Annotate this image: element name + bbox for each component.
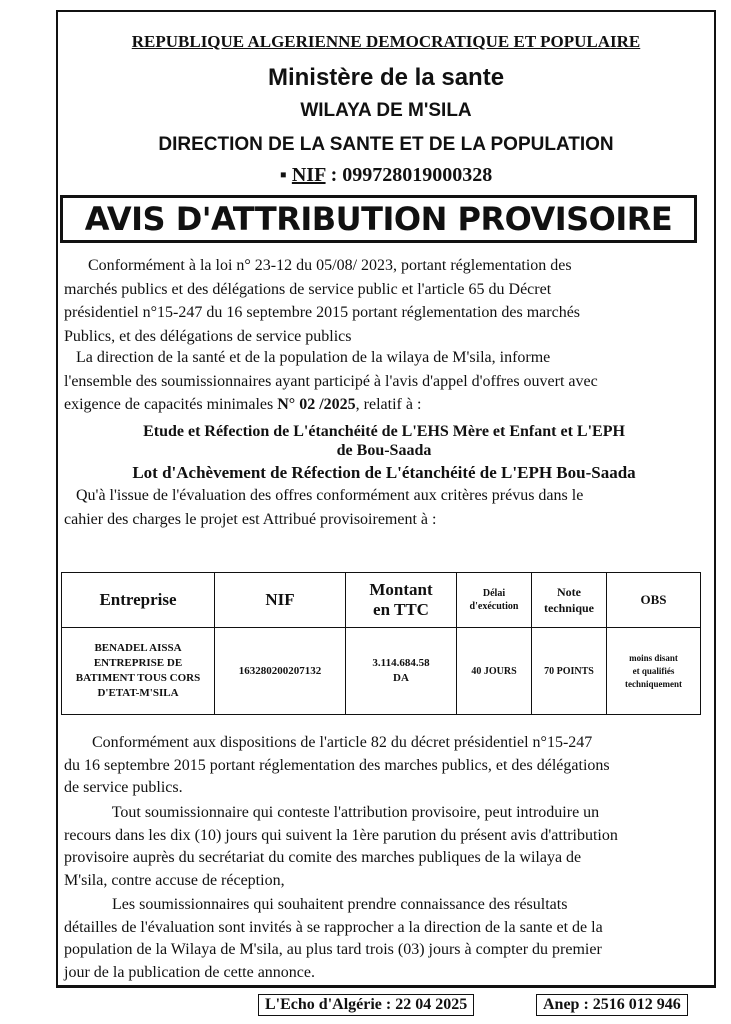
notice-title: AVIS D'ATTRIBUTION PROVISOIRE bbox=[60, 195, 697, 243]
col-delai: Délai d'exécution bbox=[457, 573, 532, 628]
lot-title: Lot d'Achèvement de Réfection de L'étanchéité de L'EPH Bou-Saada bbox=[132, 463, 636, 482]
closing-paragraph-2: Tout soumissionnaire qui conteste l'attribution provisoire, peut introduire un recours dans les dix (10) jours qui suivent la 1ère parution du présent avis d'attribution provisoire auprès du secrétariat du comite des marches publiques de la wilaya de M'sila, contre accuse de réception, bbox=[64, 804, 618, 889]
p2-end: , relatif à : bbox=[355, 396, 422, 413]
col-montant: Montant en TTC bbox=[346, 573, 457, 628]
cell-nif: 163280200207132 bbox=[215, 628, 346, 715]
closing-paragraph-1: Conformément aux dispositions de l'article 82 du décret présidentiel n°15-247 du 16 septembre 2015 portant réglementation des marches publics, et des délégations de service publics. bbox=[64, 734, 610, 796]
cell-montant: 3.114.684.58 DA bbox=[346, 628, 457, 715]
closing-paragraph-3: Les soumissionnaires qui souhaitent prendre connaissance des résultats détailles de l'évaluation sont invités à se rapprocher a la direction de la sante et de la population de la Wilaya de M'sila, au plus tard trois (03) jours à compter du premier jour de la publication de cette annonce. bbox=[64, 896, 603, 981]
col-note: Note technique bbox=[532, 573, 607, 628]
p2-start: La direction de la santé et de la population de la wilaya de M'sila, informe l'ensemble des soumissionnaires ayant participé à l'avis d'appel d'offres ouvert avec exigence de capacités minimales bbox=[64, 349, 598, 413]
notice-frame bbox=[56, 10, 716, 988]
cell-note: 70 POINTS bbox=[532, 628, 607, 715]
col-entreprise: Entreprise bbox=[62, 573, 215, 628]
col-nif: NIF bbox=[215, 573, 346, 628]
republic-text: REPUBLIQUE ALGERIENNE DEMOCRATIQUE ET POPULAIRE bbox=[131, 32, 641, 51]
project-title: Etude et Réfection de L'étanchéité de L'EHS Mère et Enfant et L'EPH de Bou-Saada bbox=[143, 423, 625, 459]
table-row bbox=[62, 628, 701, 715]
direction-heading: DIRECTION DE LA SANTE ET DE LA POPULATION bbox=[158, 134, 614, 155]
intro-paragraph-2 bbox=[64, 346, 704, 417]
intro-paragraph-1: Conformément à la loi n° 23-12 du 05/08/ 2023, portant réglementation des marchés publics et des délégations de service public et l'article 65 du Décret présidentiel n°15-247 du 16 septembre 2015 portant réglementation des marchés Publics, et des délégations de service publics bbox=[64, 257, 581, 345]
newspaper-reference: L'Echo d'Algérie : 22 04 2025 bbox=[258, 994, 474, 1016]
tender-reference: N° 02 /2025 bbox=[277, 396, 356, 413]
col-obs: OBS bbox=[607, 573, 701, 628]
table-header-row bbox=[62, 573, 701, 628]
cell-entreprise: BENADEL AISSA ENTREPRISE DE BATIMENT TOUS CORS D'ETAT-M'SILA bbox=[62, 628, 215, 715]
nif-label: NIF bbox=[291, 164, 326, 186]
cell-obs: moins disant et qualifiés techniquement bbox=[607, 628, 701, 715]
wilaya-heading: WILAYA DE M'SILA bbox=[300, 100, 472, 121]
anep-reference: Anep : 2516 012 946 bbox=[536, 994, 688, 1016]
ministry-heading: Ministère de la sante bbox=[267, 64, 505, 91]
cell-delai: 40 JOURS bbox=[457, 628, 532, 715]
intro-paragraph-3: Qu'à l'issue de l'évaluation des offres conformément aux critères prévus dans le cahier des charges le projet est Attribué provisoirement à : bbox=[64, 487, 584, 528]
republic-heading bbox=[58, 32, 714, 52]
nif-line: ▪ NIF : 099728019000328 bbox=[279, 164, 493, 186]
award-table bbox=[61, 572, 701, 715]
nif-value: : 099728019000328 bbox=[325, 164, 493, 186]
